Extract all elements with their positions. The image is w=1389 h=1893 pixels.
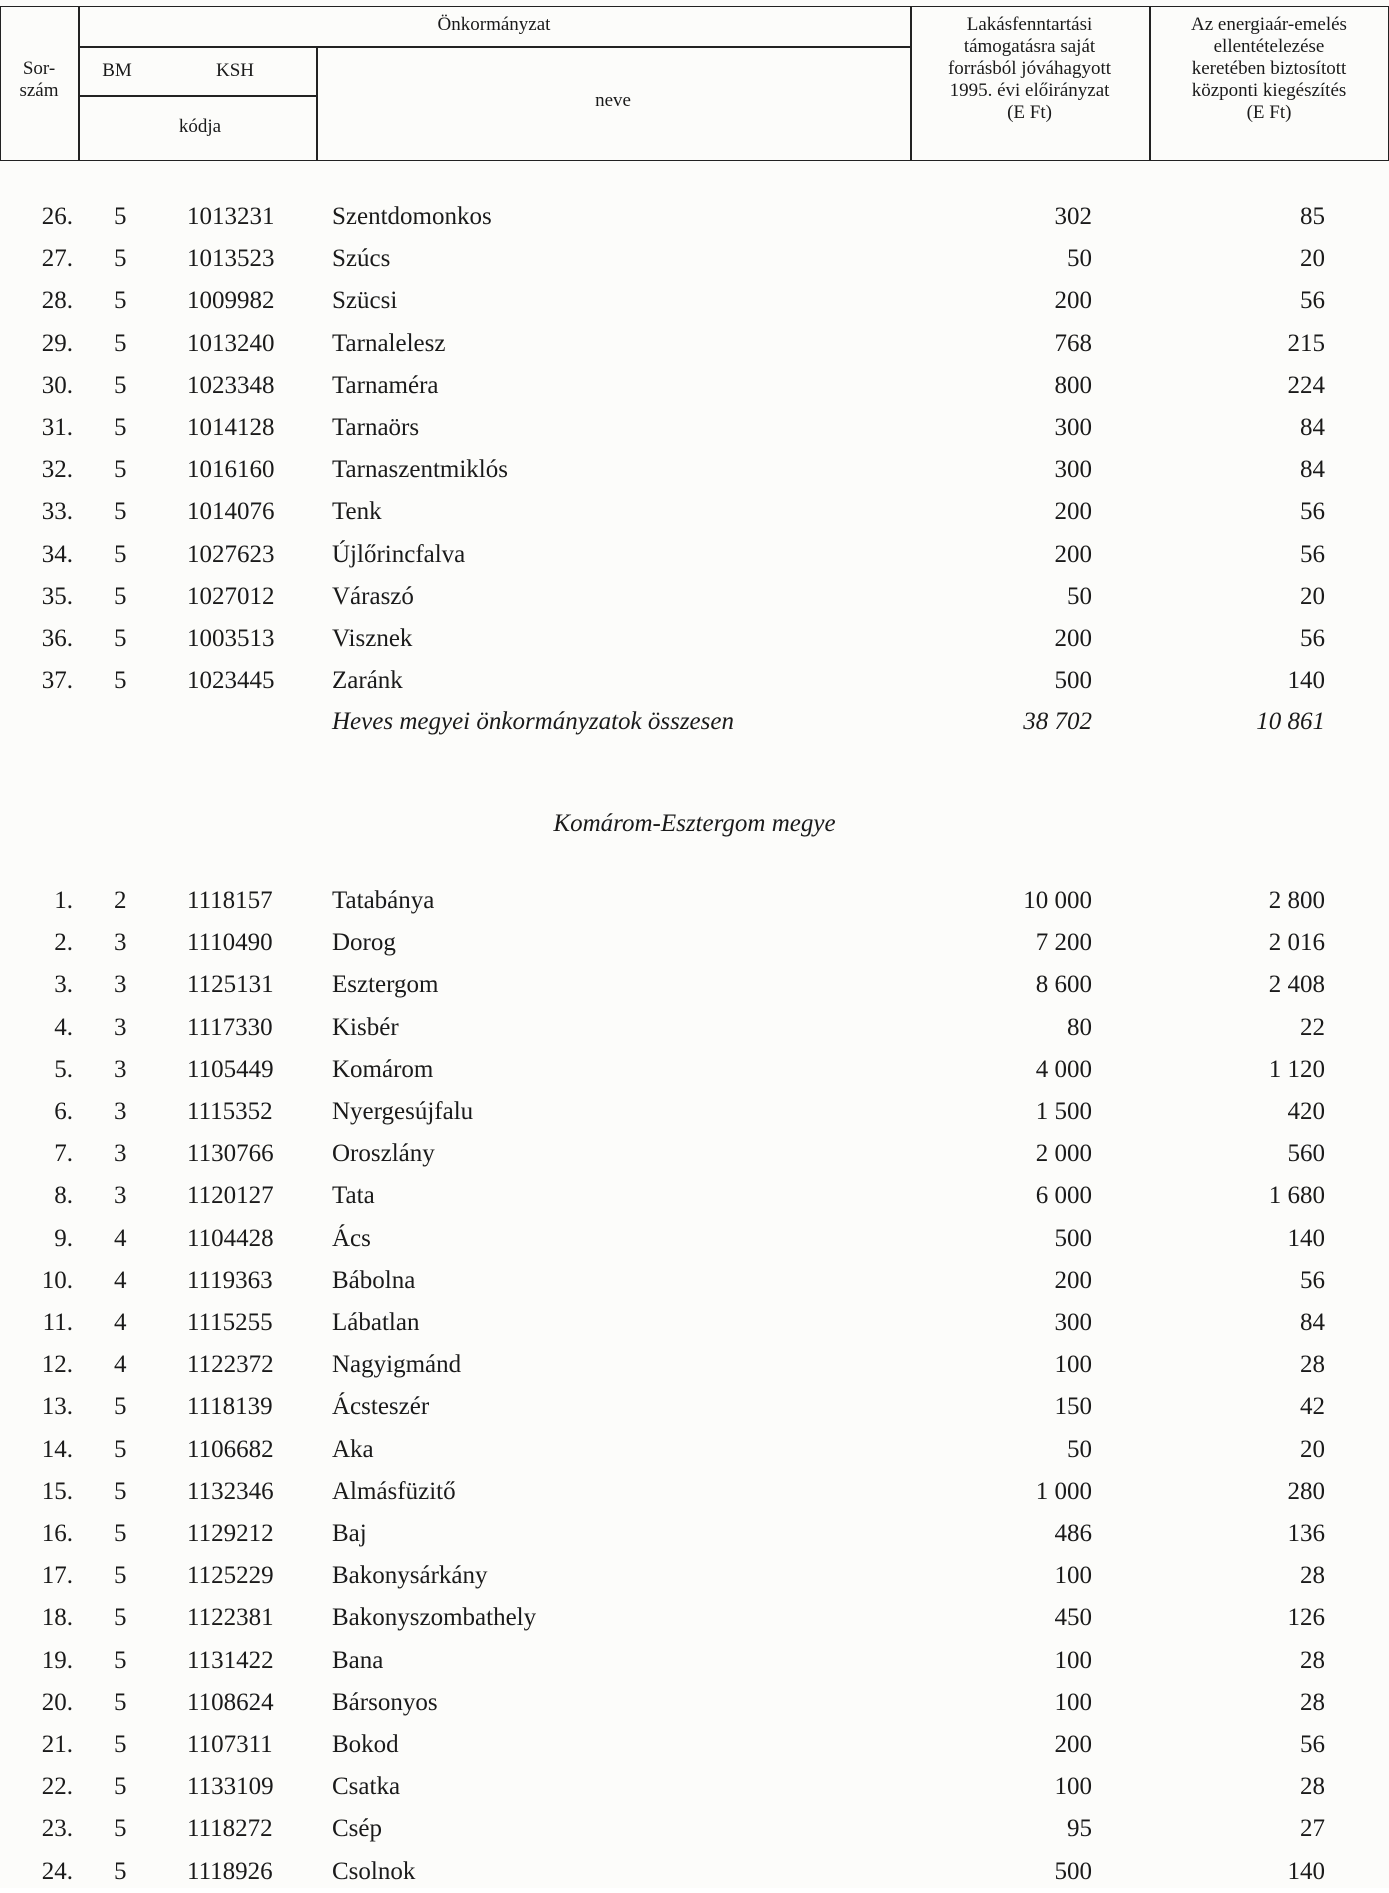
row-number: 13. bbox=[41, 1393, 73, 1421]
lakasfenntartas-value: 450 bbox=[1054, 1604, 1092, 1632]
municipality-name: Szúcs bbox=[332, 245, 391, 273]
ksh-code: 1129212 bbox=[187, 1520, 274, 1547]
row-number: 26. bbox=[41, 203, 73, 230]
table-row bbox=[0, 880, 1389, 922]
energiaar-value: 27 bbox=[1300, 1815, 1325, 1843]
energiaar-value: 20 bbox=[1300, 582, 1325, 610]
lakasfenntartas-value: 6 000 bbox=[1035, 1182, 1092, 1210]
lakasfenntartas-value: 486 bbox=[1054, 1520, 1092, 1547]
heves-total-label: Heves megyei önkormányzatok összesen bbox=[332, 708, 734, 735]
lakasfenntartas-value: 100 bbox=[1054, 1688, 1092, 1716]
municipality-name: Kisbér bbox=[332, 1013, 399, 1041]
energiaar-value: 56 bbox=[1300, 1266, 1325, 1294]
lakasfenntartas-value: 200 bbox=[1054, 498, 1092, 526]
energiaar-value: 420 bbox=[1287, 1098, 1325, 1125]
energiaar-value: 136 bbox=[1287, 1520, 1325, 1547]
municipality-name: Csolnok bbox=[332, 1857, 416, 1885]
table-row bbox=[0, 576, 1389, 618]
table-row bbox=[0, 365, 1389, 407]
municipality-name: Oroszlány bbox=[332, 1140, 435, 1168]
lakasfenntartas-value: 200 bbox=[1054, 1731, 1092, 1758]
bm-code: 3 bbox=[114, 1098, 127, 1125]
table-row bbox=[0, 1007, 1389, 1049]
bm-code: 3 bbox=[114, 1055, 127, 1083]
energiaar-value: 84 bbox=[1300, 456, 1325, 484]
ksh-code: 1016160 bbox=[187, 456, 275, 484]
header-bm: BM bbox=[102, 60, 132, 81]
energiaar-value: 84 bbox=[1300, 1309, 1325, 1336]
section-title-komarom: Komárom-Esztergom megye bbox=[553, 810, 836, 837]
row-number: 15. bbox=[41, 1477, 73, 1505]
ksh-code: 1108624 bbox=[187, 1688, 274, 1716]
energiaar-value: 22 bbox=[1300, 1013, 1325, 1041]
energiaar-value: 56 bbox=[1300, 498, 1325, 526]
bm-code: 4 bbox=[114, 1266, 127, 1294]
municipality-name: Csatka bbox=[332, 1773, 401, 1801]
header-onkormanyzat: Önkormányzat bbox=[437, 14, 551, 35]
ksh-code: 1105449 bbox=[187, 1055, 274, 1083]
table-row bbox=[0, 618, 1389, 660]
row-number: 1. bbox=[54, 887, 73, 914]
row-number: 23. bbox=[41, 1815, 73, 1843]
energiaar-value: 84 bbox=[1300, 414, 1325, 441]
lakasfenntartas-value: 100 bbox=[1054, 1773, 1092, 1801]
bm-code: 3 bbox=[114, 1182, 127, 1210]
municipality-name: Tenk bbox=[332, 498, 382, 526]
row-number: 9. bbox=[54, 1224, 73, 1252]
bm-code: 5 bbox=[114, 1646, 127, 1674]
table-row bbox=[0, 1724, 1389, 1766]
energiaar-value: 56 bbox=[1300, 287, 1325, 315]
municipality-name: Visznek bbox=[332, 625, 413, 652]
table-row bbox=[0, 1091, 1389, 1133]
row-number: 22. bbox=[41, 1773, 73, 1801]
row-number: 24. bbox=[41, 1857, 73, 1885]
lakasfenntartas-value: 300 bbox=[1054, 456, 1092, 484]
row-number: 28. bbox=[41, 287, 73, 315]
row-number: 3. bbox=[54, 971, 73, 999]
table-row bbox=[0, 1808, 1389, 1850]
row-number: 33. bbox=[41, 498, 73, 526]
row-number: 35. bbox=[41, 582, 73, 610]
table-row bbox=[0, 323, 1389, 365]
lakasfenntartas-value: 50 bbox=[1067, 1435, 1092, 1463]
table-row bbox=[0, 1471, 1389, 1513]
municipality-name: Szentdomonkos bbox=[332, 203, 492, 230]
lakasfenntartas-value: 7 200 bbox=[1035, 929, 1092, 957]
table-row bbox=[0, 922, 1389, 964]
lakasfenntartas-value: 500 bbox=[1054, 1224, 1092, 1252]
table-row bbox=[0, 1429, 1389, 1471]
ksh-code: 1133109 bbox=[187, 1773, 274, 1801]
table-row bbox=[0, 1344, 1389, 1386]
bm-code: 4 bbox=[114, 1224, 127, 1252]
bm-code: 5 bbox=[114, 1477, 127, 1505]
row-number: 17. bbox=[41, 1562, 73, 1590]
bm-code: 5 bbox=[114, 540, 127, 568]
lakasfenntartas-value: 300 bbox=[1054, 414, 1092, 441]
bm-code: 5 bbox=[114, 1773, 127, 1801]
bm-code: 5 bbox=[114, 1815, 127, 1843]
lakasfenntartas-value: 1 500 bbox=[1035, 1098, 1092, 1125]
table-row bbox=[0, 491, 1389, 533]
energiaar-value: 140 bbox=[1287, 1224, 1325, 1252]
bm-code: 3 bbox=[114, 1013, 127, 1041]
ksh-code: 1110490 bbox=[187, 929, 273, 957]
energiaar-value: 224 bbox=[1287, 371, 1325, 399]
table-row bbox=[0, 1218, 1389, 1260]
row-number: 8. bbox=[54, 1182, 73, 1210]
lakasfenntartas-value: 95 bbox=[1067, 1815, 1092, 1843]
ksh-code: 1119363 bbox=[187, 1266, 273, 1294]
energiaar-value: 560 bbox=[1287, 1140, 1325, 1168]
ksh-code: 1023348 bbox=[187, 371, 275, 399]
bm-code: 2 bbox=[114, 887, 127, 914]
row-number: 6. bbox=[54, 1098, 73, 1125]
row-number: 14. bbox=[41, 1435, 73, 1463]
municipality-name: Újlőrincfalva bbox=[332, 540, 466, 568]
lakasfenntartas-value: 302 bbox=[1054, 203, 1092, 230]
municipality-name: Ácsteszér bbox=[332, 1393, 430, 1421]
ksh-code: 1106682 bbox=[187, 1435, 274, 1463]
ksh-code: 1118272 bbox=[187, 1815, 273, 1843]
ksh-code: 1120127 bbox=[187, 1182, 274, 1210]
lakasfenntartas-value: 200 bbox=[1054, 287, 1092, 315]
energiaar-value: 2 016 bbox=[1268, 929, 1325, 957]
header-lakasfenntartas: Lakásfenntartási támogatásra saját forrásból jóváhagyott 1995. évi előirányzat (E Ft) bbox=[947, 14, 1112, 123]
table-row bbox=[0, 1049, 1389, 1091]
municipality-name: Bokod bbox=[332, 1731, 399, 1758]
municipality-name: Váraszó bbox=[332, 582, 414, 610]
municipality-name: Nagyigmánd bbox=[332, 1351, 462, 1379]
municipality-name: Zaránk bbox=[332, 667, 403, 695]
table-row bbox=[0, 196, 1389, 238]
municipality-name: Lábatlan bbox=[332, 1309, 420, 1336]
municipality-name: Csép bbox=[332, 1815, 382, 1843]
municipality-name: Nyergesújfalu bbox=[332, 1098, 474, 1125]
municipality-name: Komárom bbox=[332, 1055, 434, 1083]
ksh-code: 1014076 bbox=[187, 498, 275, 526]
municipality-name: Dorog bbox=[332, 929, 396, 957]
energiaar-value: 1 120 bbox=[1268, 1055, 1325, 1083]
bm-code: 5 bbox=[114, 287, 127, 315]
ksh-code: 1013240 bbox=[187, 329, 275, 357]
municipality-name: Almásfüzitő bbox=[332, 1477, 456, 1505]
table-row bbox=[0, 1175, 1389, 1217]
ksh-code: 1117330 bbox=[187, 1013, 273, 1041]
lakasfenntartas-value: 4 000 bbox=[1035, 1055, 1092, 1083]
energiaar-value: 28 bbox=[1300, 1351, 1325, 1379]
lakasfenntartas-value: 200 bbox=[1054, 625, 1092, 652]
energiaar-value: 42 bbox=[1300, 1393, 1325, 1421]
header-sorszam: Sor- szám bbox=[19, 58, 59, 101]
municipality-name: Tatabánya bbox=[332, 887, 435, 914]
municipality-name: Bársonyos bbox=[332, 1688, 438, 1716]
energiaar-value: 140 bbox=[1287, 667, 1325, 695]
municipality-name: Szücsi bbox=[332, 287, 398, 315]
ksh-code: 1118157 bbox=[187, 887, 273, 914]
municipality-name: Esztergom bbox=[332, 971, 439, 999]
bm-code: 3 bbox=[114, 971, 127, 999]
energiaar-value: 85 bbox=[1300, 203, 1325, 230]
bm-code: 5 bbox=[114, 582, 127, 610]
bm-code: 5 bbox=[114, 203, 127, 230]
energiaar-value: 140 bbox=[1287, 1857, 1325, 1885]
ksh-code: 1009982 bbox=[187, 287, 275, 315]
ksh-code: 1107311 bbox=[187, 1731, 273, 1758]
table-row bbox=[0, 449, 1389, 491]
row-number: 27. bbox=[41, 245, 73, 273]
heves-total-energia: 10 861 bbox=[1256, 708, 1325, 735]
energiaar-value: 28 bbox=[1300, 1688, 1325, 1716]
ksh-code: 1013523 bbox=[187, 245, 275, 273]
table-row bbox=[0, 1302, 1389, 1344]
lakasfenntartas-value: 100 bbox=[1054, 1646, 1092, 1674]
row-number: 30. bbox=[41, 371, 73, 399]
energiaar-value: 28 bbox=[1300, 1646, 1325, 1674]
energiaar-value: 56 bbox=[1300, 625, 1325, 652]
lakasfenntartas-value: 10 000 bbox=[1023, 887, 1092, 914]
bm-code: 5 bbox=[114, 1393, 127, 1421]
energiaar-value: 2 800 bbox=[1268, 887, 1325, 914]
lakasfenntartas-value: 200 bbox=[1054, 540, 1092, 568]
header-ksh: KSH bbox=[215, 60, 254, 81]
table-row bbox=[0, 1640, 1389, 1682]
row-number: 36. bbox=[41, 625, 73, 652]
header-kodja: kódja bbox=[178, 116, 222, 137]
bm-code: 5 bbox=[114, 625, 127, 652]
row-number: 16. bbox=[41, 1520, 73, 1547]
energiaar-value: 28 bbox=[1300, 1562, 1325, 1590]
table-row bbox=[0, 1386, 1389, 1428]
row-number: 37. bbox=[41, 667, 73, 695]
row-number: 18. bbox=[41, 1604, 73, 1632]
ksh-code: 1118139 bbox=[187, 1393, 273, 1421]
municipality-name: Bakonyszombathely bbox=[332, 1604, 537, 1632]
lakasfenntartas-value: 8 600 bbox=[1035, 971, 1092, 999]
ksh-code: 1013231 bbox=[187, 203, 275, 230]
energiaar-value: 56 bbox=[1300, 1731, 1325, 1758]
ksh-code: 1125131 bbox=[187, 971, 274, 999]
lakasfenntartas-value: 50 bbox=[1067, 582, 1092, 610]
row-number: 12. bbox=[41, 1351, 73, 1379]
row-number: 32. bbox=[41, 456, 73, 484]
municipality-name: Tarnaméra bbox=[332, 371, 439, 399]
bm-code: 3 bbox=[114, 1140, 127, 1168]
energiaar-value: 280 bbox=[1287, 1477, 1325, 1505]
ksh-code: 1131422 bbox=[187, 1646, 274, 1674]
energiaar-value: 1 680 bbox=[1268, 1182, 1325, 1210]
lakasfenntartas-value: 100 bbox=[1054, 1562, 1092, 1590]
table-row bbox=[0, 407, 1389, 449]
lakasfenntartas-value: 300 bbox=[1054, 1309, 1092, 1336]
ksh-code: 1014128 bbox=[187, 414, 275, 441]
header-neve: neve bbox=[595, 90, 631, 111]
heves-total-row bbox=[0, 701, 1389, 743]
lakasfenntartas-value: 500 bbox=[1054, 667, 1092, 695]
table-row bbox=[0, 964, 1389, 1006]
row-number: 2. bbox=[54, 929, 73, 957]
ksh-code: 1130766 bbox=[187, 1140, 274, 1168]
row-number: 11. bbox=[42, 1309, 73, 1336]
header-energiaar: Az energiaár-emelés ellentételezése keretében biztosított központi kiegészítés (E Ft) bbox=[1191, 14, 1347, 123]
ksh-code: 1115255 bbox=[187, 1309, 273, 1336]
municipality-name: Bakonysárkány bbox=[332, 1562, 488, 1590]
ksh-code: 1023445 bbox=[187, 667, 275, 695]
row-number: 10. bbox=[41, 1266, 73, 1294]
ksh-code: 1125229 bbox=[187, 1562, 274, 1590]
row-number: 5. bbox=[54, 1055, 73, 1083]
lakasfenntartas-value: 2 000 bbox=[1035, 1140, 1092, 1168]
table-row bbox=[0, 1133, 1389, 1175]
table-row bbox=[0, 1766, 1389, 1808]
energiaar-value: 56 bbox=[1300, 540, 1325, 568]
lakasfenntartas-value: 800 bbox=[1054, 371, 1092, 399]
lakasfenntartas-value: 768 bbox=[1054, 329, 1092, 357]
municipality-name: Aka bbox=[332, 1435, 374, 1463]
table-row bbox=[0, 1260, 1389, 1302]
municipality-name: Bábolna bbox=[332, 1266, 416, 1294]
bm-code: 5 bbox=[114, 1857, 127, 1885]
bm-code: 5 bbox=[114, 1688, 127, 1716]
heves-total-lakas: 38 702 bbox=[1023, 708, 1092, 735]
lakasfenntartas-value: 1 000 bbox=[1035, 1477, 1092, 1505]
bm-code: 4 bbox=[114, 1351, 127, 1379]
municipality-name: Tarnaszentmiklós bbox=[332, 456, 508, 484]
bm-code: 5 bbox=[114, 1604, 127, 1632]
bm-code: 5 bbox=[114, 245, 127, 273]
ksh-code: 1118926 bbox=[187, 1857, 273, 1885]
table-row bbox=[0, 1597, 1389, 1639]
municipality-name: Tata bbox=[332, 1182, 375, 1210]
lakasfenntartas-value: 150 bbox=[1054, 1393, 1092, 1421]
table-row bbox=[0, 238, 1389, 280]
ksh-code: 1003513 bbox=[187, 625, 275, 652]
table-row bbox=[0, 1851, 1389, 1893]
bm-code: 5 bbox=[114, 1731, 127, 1758]
energiaar-value: 20 bbox=[1300, 245, 1325, 273]
lakasfenntartas-value: 80 bbox=[1067, 1013, 1092, 1041]
ksh-code: 1122381 bbox=[187, 1604, 274, 1632]
ksh-code: 1027012 bbox=[187, 582, 275, 610]
table-row bbox=[0, 1513, 1389, 1555]
bm-code: 5 bbox=[114, 414, 127, 441]
bm-code: 5 bbox=[114, 329, 127, 357]
bm-code: 4 bbox=[114, 1309, 127, 1336]
ksh-code: 1122372 bbox=[187, 1351, 274, 1379]
energiaar-value: 20 bbox=[1300, 1435, 1325, 1463]
row-number: 20. bbox=[41, 1688, 73, 1716]
bm-code: 5 bbox=[114, 498, 127, 526]
municipality-name: Ács bbox=[332, 1224, 371, 1252]
energiaar-value: 28 bbox=[1300, 1773, 1325, 1801]
row-number: 21. bbox=[41, 1731, 73, 1758]
row-number: 7. bbox=[54, 1140, 73, 1168]
row-number: 29. bbox=[41, 329, 73, 357]
table-row bbox=[0, 660, 1389, 702]
bm-code: 3 bbox=[114, 929, 127, 957]
row-number: 4. bbox=[54, 1013, 73, 1041]
ksh-code: 1132346 bbox=[187, 1477, 274, 1505]
energiaar-value: 2 408 bbox=[1268, 971, 1325, 999]
municipality-name: Tarnaörs bbox=[332, 414, 420, 441]
energiaar-value: 126 bbox=[1287, 1604, 1325, 1632]
lakasfenntartas-value: 100 bbox=[1054, 1351, 1092, 1379]
lakasfenntartas-value: 50 bbox=[1067, 245, 1092, 273]
ksh-code: 1027623 bbox=[187, 540, 275, 568]
municipality-name: Tarnalelesz bbox=[332, 329, 446, 357]
energiaar-value: 215 bbox=[1287, 329, 1325, 357]
lakasfenntartas-value: 200 bbox=[1054, 1266, 1092, 1294]
row-number: 19. bbox=[41, 1646, 73, 1674]
municipality-name: Bana bbox=[332, 1646, 384, 1674]
bm-code: 5 bbox=[114, 371, 127, 399]
table-row bbox=[0, 1555, 1389, 1597]
table-row bbox=[0, 280, 1389, 322]
bm-code: 5 bbox=[114, 456, 127, 484]
table-row bbox=[0, 1682, 1389, 1724]
row-number: 34. bbox=[41, 540, 73, 568]
table-row bbox=[0, 534, 1389, 576]
ksh-code: 1104428 bbox=[187, 1224, 274, 1252]
municipality-name: Baj bbox=[332, 1520, 367, 1547]
bm-code: 5 bbox=[114, 1562, 127, 1590]
lakasfenntartas-value: 500 bbox=[1054, 1857, 1092, 1885]
bm-code: 5 bbox=[114, 1520, 127, 1547]
bm-code: 5 bbox=[114, 667, 127, 695]
row-number: 31. bbox=[41, 414, 73, 441]
ksh-code: 1115352 bbox=[187, 1098, 273, 1125]
bm-code: 5 bbox=[114, 1435, 127, 1463]
